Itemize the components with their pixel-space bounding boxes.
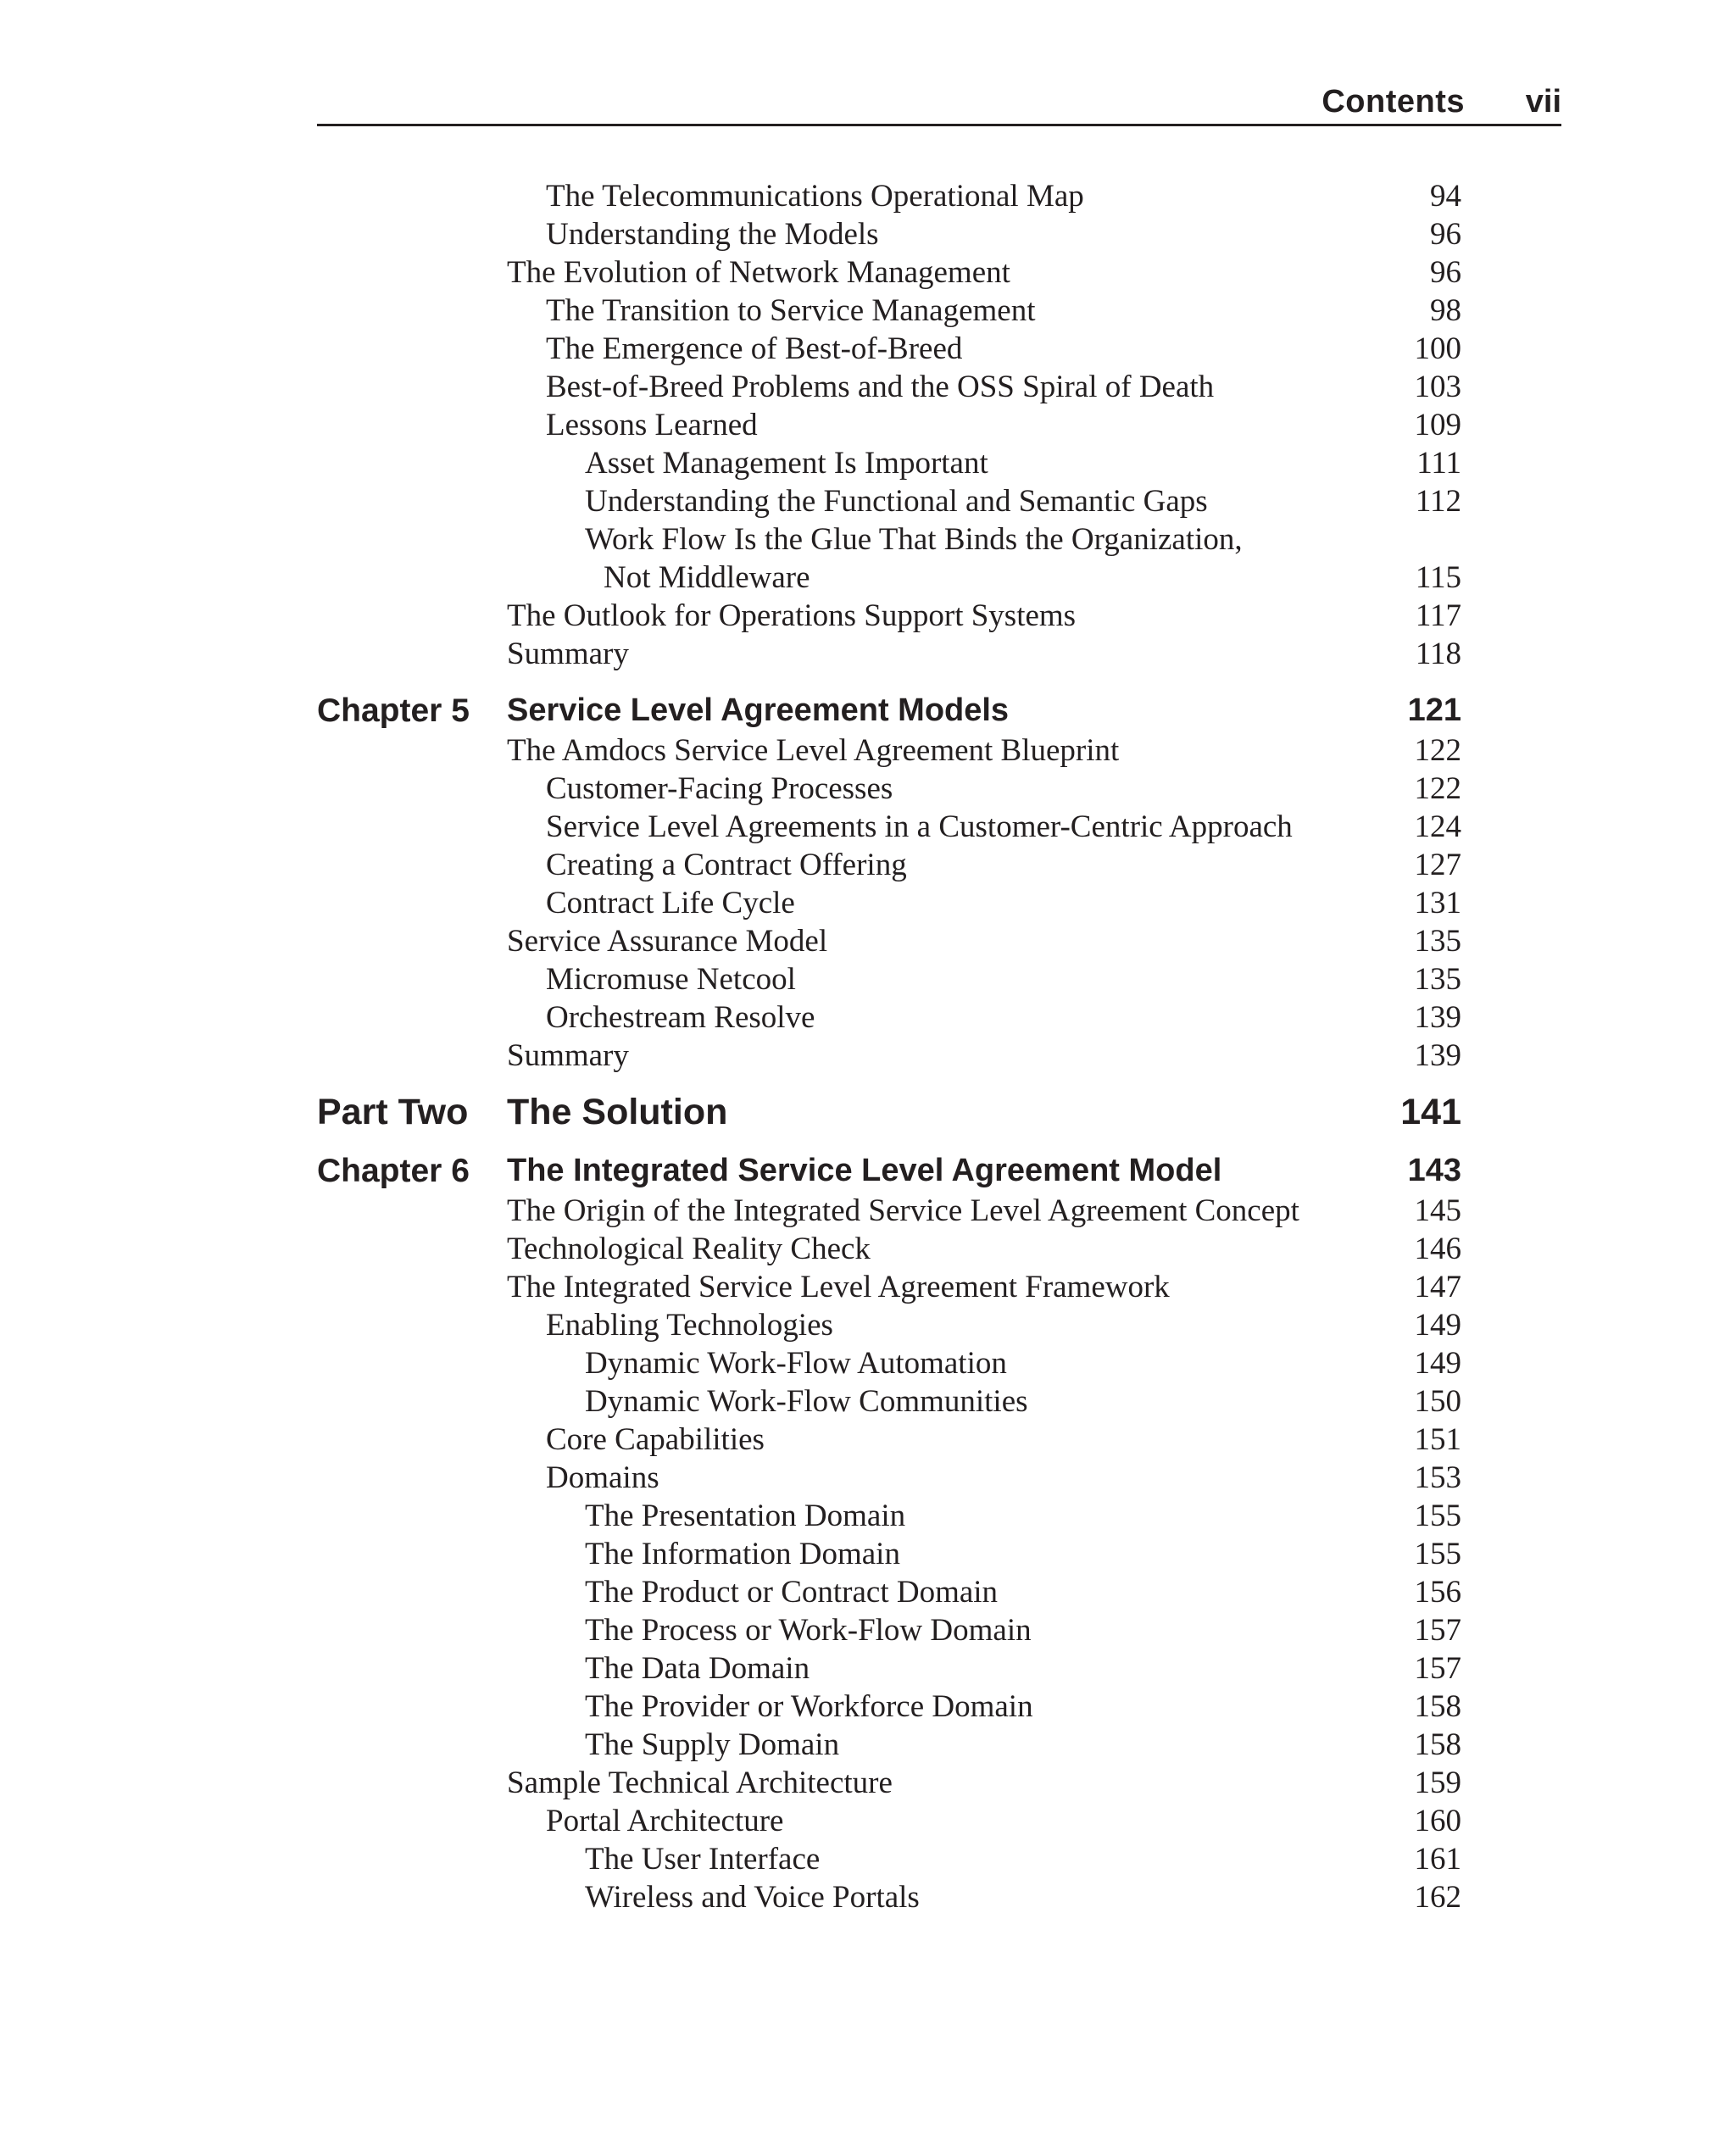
toc-entry-page: 98 [1430,293,1461,328]
toc-entry-title: Understanding the Models [546,217,879,252]
toc-entry [0,961,1736,999]
toc-entry-page: 115 [1415,560,1461,595]
toc-entry-page: 155 [1414,1537,1461,1571]
toc-entry-page: 153 [1414,1460,1461,1495]
toc-entry-page: 139 [1414,1038,1461,1073]
toc-entry-title: The Provider or Workforce Domain [585,1689,1033,1724]
toc-entry [0,1269,1736,1307]
toc-entry-title: Dynamic Work-Flow Automation [585,1346,1007,1381]
toc-entry [0,1307,1736,1345]
toc-entry-page: 157 [1414,1651,1461,1686]
toc-entry-title: The Evolution of Network Management [507,255,1010,290]
toc-entry-page: 118 [1415,637,1461,671]
toc-entry-title: The Process or Work-Flow Domain [585,1613,1032,1648]
toc-entry [0,732,1736,770]
toc-entry-title: Understanding the Functional and Semantic Gaps [585,484,1208,519]
toc-entry-page: 100 [1414,331,1461,366]
toc-entry-page: 124 [1414,809,1461,844]
toc-entry [0,369,1736,407]
toc-entry-title: Service Level Agreement Models [507,692,1010,728]
toc-entry-page: 135 [1414,962,1461,997]
toc-entry-page: 143 [1407,1153,1461,1188]
toc-entry-title: The Information Domain [585,1537,900,1571]
toc-entry [0,178,1736,216]
toc-entry-title: Micromuse Netcool [546,962,796,997]
toc-entry-title: Service Assurance Model [507,924,828,959]
part-label: Part Two [317,1092,469,1132]
toc-entry [0,1650,1736,1688]
toc-entry [0,999,1736,1037]
toc-entry-title: Portal Architecture [546,1804,784,1838]
toc-entry [0,1345,1736,1383]
toc-entry-title: The Supply Domain [585,1727,840,1762]
toc-entry [0,636,1736,674]
toc-entry-title: Technological Reality Check [507,1232,871,1266]
toc-entry-page: 145 [1414,1193,1461,1228]
toc-entry-page: 151 [1414,1422,1461,1457]
toc-entry-title: The Product or Contract Domain [585,1575,999,1610]
toc-entry-page: 127 [1414,848,1461,882]
toc-entry-page: 149 [1414,1346,1461,1381]
toc-entry-page: 109 [1414,408,1461,442]
toc-entry-title: Not Middleware [604,560,810,595]
toc-entry [0,521,1736,559]
toc-entry-page: 155 [1414,1499,1461,1533]
toc-entry-title: Wireless and Voice Portals [585,1880,920,1915]
toc-entry-page: 131 [1414,886,1461,920]
toc-entry [0,254,1736,292]
toc-entry-title: The Amdocs Service Level Agreement Blueprint [507,733,1120,768]
toc-entry-title: Lessons Learned [546,408,758,442]
toc-entry-title: Enabling Technologies [546,1308,833,1343]
toc-entry-title: The Emergence of Best-of-Breed [546,331,963,366]
toc-entry-page: 156 [1414,1575,1461,1610]
toc-entry [0,407,1736,445]
toc-entry [0,1498,1736,1536]
toc-entry [0,331,1736,369]
toc-entry-page: 139 [1414,1000,1461,1035]
toc-entry-page: 160 [1414,1804,1461,1838]
toc-entry-page: 96 [1430,255,1461,290]
chapter-label: Chapter 6 [317,1153,470,1189]
toc-entry-page: 161 [1414,1842,1461,1877]
toc-entry-page: 111 [1416,446,1461,481]
toc-entry-title: The Presentation Domain [585,1499,906,1533]
toc-entry [0,1231,1736,1269]
toc-entry [0,1421,1736,1460]
toc-entry [0,1803,1736,1841]
toc-entry-page: 158 [1414,1727,1461,1762]
toc-entry-title: The Outlook for Operations Support Systems [507,598,1077,633]
toc-entry-title: Creating a Contract Offering [546,848,907,882]
toc-entry [0,445,1736,483]
toc-entry [0,1460,1736,1498]
toc-entry-page: 96 [1430,217,1461,252]
toc-entry-title: The Solution [507,1092,728,1132]
toc-entry-title: The Telecommunications Operational Map [546,179,1084,214]
toc-entry-title: The Integrated Service Level Agreement Model [507,1153,1222,1188]
toc-entry-title: Contract Life Cycle [546,886,795,920]
toc-entry-page: 117 [1415,598,1461,633]
toc-entry-title: Domains [546,1460,659,1495]
toc-entry-page: 112 [1415,484,1461,519]
running-header-title: Contents [1321,84,1465,120]
toc-entry-page: 150 [1414,1384,1461,1419]
toc-entry [0,559,1736,598]
toc-entry-page: 122 [1414,733,1461,768]
toc-entry [0,1841,1736,1879]
toc-entry [0,598,1736,636]
toc-entry-page: 122 [1414,771,1461,806]
toc-entry-title: Summary [507,1038,629,1073]
toc-entry [0,885,1736,923]
toc-entry [0,1879,1736,1917]
toc-entry [0,483,1736,521]
toc-entry-page: 103 [1414,370,1461,404]
toc-part-entry [0,1092,1736,1130]
toc-entry-title: Service Level Agreements in a Customer-Centric Approach [546,809,1293,844]
toc-entry [0,1688,1736,1727]
toc-entry-title: Sample Technical Architecture [507,1766,893,1800]
toc-entry [0,923,1736,961]
toc-chapter-entry [0,1153,1736,1191]
toc-entry-page: 162 [1414,1880,1461,1915]
toc-entry-title: The Integrated Service Level Agreement Framework [507,1270,1170,1304]
toc-entry-title: The Transition to Service Management [546,293,1036,328]
toc-entry [0,1536,1736,1574]
toc-entry-title: Best-of-Breed Problems and the OSS Spiral of Death [546,370,1215,404]
toc-entry-page: 94 [1430,179,1461,214]
toc-entry-page: 157 [1414,1613,1461,1648]
toc-entry [0,1574,1736,1612]
toc-entry [0,1037,1736,1076]
toc-entry [0,216,1736,254]
toc-entry-title: Dynamic Work-Flow Communities [585,1384,1028,1419]
toc-entry-title: The Data Domain [585,1651,810,1686]
toc-entry-page: 146 [1414,1232,1461,1266]
toc-entry-page: 141 [1400,1092,1461,1132]
toc-entry-page: 121 [1407,692,1461,728]
toc-entry-page: 158 [1414,1689,1461,1724]
toc-entry-title: Asset Management Is Important [585,446,988,481]
toc-entry [0,1727,1736,1765]
toc-chapter-entry [0,692,1736,731]
toc-entry-page: 149 [1414,1308,1461,1343]
chapter-label: Chapter 5 [317,692,470,729]
page-number: vii [1525,84,1561,120]
toc-entry-title: Summary [507,637,629,671]
toc-entry-page: 147 [1414,1270,1461,1304]
toc-entry [0,1765,1736,1803]
toc-entry-title: Customer-Facing Processes [546,771,893,806]
toc-entry-title: Work Flow Is the Glue That Binds the Organization, [585,522,1243,557]
toc-entry-title: The Origin of the Integrated Service Level Agreement Concept [507,1193,1299,1228]
toc-entry-title: Orchestream Resolve [546,1000,815,1035]
toc-entry [0,770,1736,809]
toc-entry-title: Core Capabilities [546,1422,765,1457]
toc-entry [0,292,1736,331]
toc-entry [0,1383,1736,1421]
toc-entry-page: 159 [1414,1766,1461,1800]
toc-entry [0,847,1736,885]
toc-entry [0,809,1736,847]
toc-entry-page: 135 [1414,924,1461,959]
toc-entry [0,1193,1736,1231]
toc-entry-title: The User Interface [585,1842,821,1877]
toc-entry [0,1612,1736,1650]
